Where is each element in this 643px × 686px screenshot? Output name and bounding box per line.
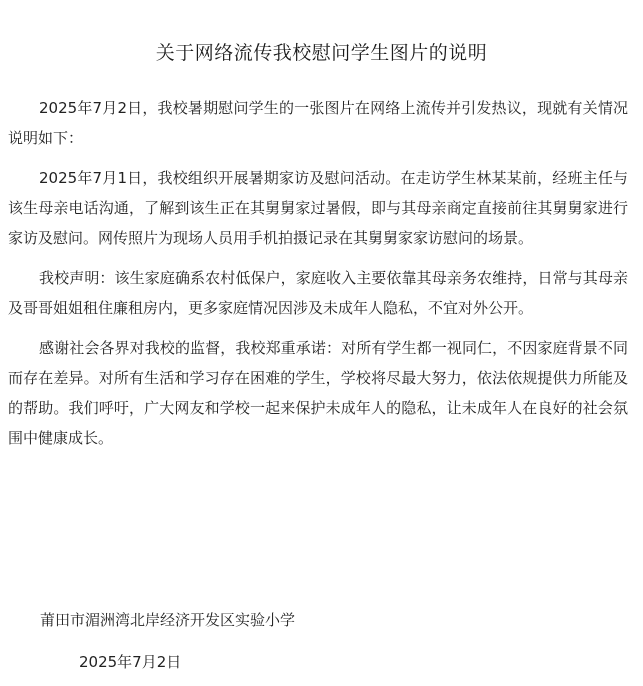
paragraph-visit-details: 2025年7月1日，我校组织开展暑期家访及慰问活动。在走访学生林某某前，经班主任与该生母亲电话沟通，了解到该生正在其舅舅家过暑假，即与其母亲商定直接前往其舅舅家进行家访及慰问。网传照片为现场人员用手机拍摄记录在其舅舅家家访慰问的场景。	[8, 169, 628, 247]
document-title: 关于网络流传我校慰问学生图片的说明	[155, 42, 488, 64]
paragraph-intro: 2025年7月2日，我校暑期慰问学生的一张图片在网络上流传并引发热议，现就有关情况说明如下：	[8, 99, 628, 147]
paragraph-commitment: 感谢社会各界对我校的监督，我校郑重承诺：对所有学生都一视同仁，不因家庭背景不同而存在差异。对所有生活和学习存在困难的学生，学校将尽最大努力，依法依规提供力所能及的帮助。我们呼吁，广大网友和学校一起来保护未成年人的隐私，让未成年人在良好的社会氛围中健康成长。	[8, 339, 628, 447]
document-body	[8, 93, 628, 463]
paragraph-statement: 我校声明：该生家庭确系农村低保户，家庭收入主要依靠其母亲务农维持，日常与其母亲及哥哥姐姐租住廉租房内，更多家庭情况因涉及未成年人隐私，不宜对外公开。	[8, 269, 628, 317]
signature-date: 2025年7月2日	[79, 653, 182, 671]
signature-organization: 莆田市湄洲湾北岸经济开发区实验小学	[40, 611, 296, 629]
